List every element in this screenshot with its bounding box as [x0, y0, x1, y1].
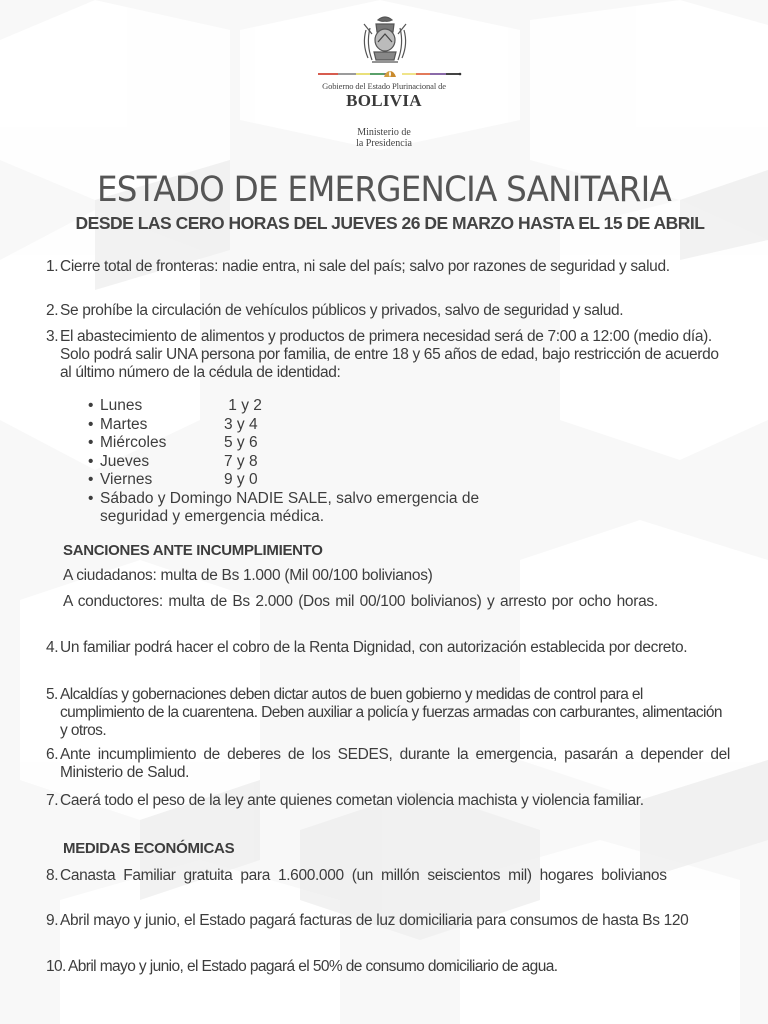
- bullet-icon: •: [88, 489, 94, 507]
- measure-item-4: 4. Un familiar podrá hacer el cobro de la Renta Dignidad, con autorización establecida por decreto.: [46, 639, 688, 656]
- sanction-drivers: A conductores: multa de Bs 2.000 (Dos mil 00/100 bolivianos) y arresto por ocho horas.: [63, 593, 658, 610]
- schedule-row: • Viernes 9 y 0: [88, 471, 258, 488]
- schedule-row: • Martes 3 y 4: [88, 415, 258, 433]
- page-title: ESTADO DE EMERGENCIA SANITARIA: [96, 170, 672, 210]
- measure-item-7: 7. Caerá todo el peso de la ley ante quienes cometan violencia machista y violencia familiar.: [46, 792, 644, 809]
- ministry-line-1: Ministerio de: [357, 127, 411, 138]
- bolivia-coat-of-arms-icon: [358, 12, 412, 68]
- bullet-icon: •: [88, 434, 94, 451]
- measure-item-2: 2. Se prohíbe la circulación de vehículos públicos y privados, salvo de seguridad y salud.: [46, 302, 624, 319]
- measure-item-8: 8. Canasta Familiar gratuita para 1.600.000 (un millón seiscientos mil) hogares bolivianos: [46, 867, 667, 884]
- bullet-icon: •: [88, 397, 94, 414]
- schedule-row: • Jueves 7 y 8: [88, 452, 258, 470]
- id-schedule-list: [88, 397, 548, 527]
- measure-item-1: 1. Cierre total de fronteras: nadie entra, ni sale del país; salvo por razones de seguridad y salud.: [46, 258, 670, 275]
- measure-item-3: 3. El abastecimiento de alimentos y productos de primera necesidad será de 7:00 a 12:00 (medio día). Solo podrá salir UNA persona por familia, de entre 18 y 65 años de edad, bajo restricción de acuerdo al último número de la cédula de identidad:: [46, 328, 719, 381]
- sanctions-heading: SANCIONES ANTE INCUMPLIMIENTO: [63, 542, 323, 559]
- measure-item-9: 9. Abril mayo y junio, el Estado pagará facturas de luz domiciliaria para consumos de hasta Bs 120: [46, 912, 689, 929]
- measure-item-5: 5. Alcaldías y gobernaciones deben dictar autos de buen gobierno y medidas de control para el cumplimiento de la cuarentena. Deben auxiliar a policía y fuerzas armadas con carburantes, alimentación y otros.: [46, 686, 722, 739]
- economic-measures-heading: MEDIDAS ECONÓMICAS: [63, 840, 235, 857]
- weekend-note-row: [88, 490, 548, 527]
- country-name: BOLIVIA: [346, 91, 422, 110]
- sanction-citizens: A ciudadanos: multa de Bs 1.000 (Mil 00/100 bolivianos): [63, 567, 433, 584]
- bullet-icon: •: [88, 415, 94, 433]
- ministry-line-2: la Presidencia: [356, 138, 412, 149]
- bullet-icon: •: [88, 452, 94, 470]
- government-label: Gobierno del Estado Plurinacional de: [322, 81, 446, 91]
- measure-item-10: 10. Abril mayo y junio, el Estado pagará el 50% de consumo domiciliario de agua.: [46, 958, 558, 975]
- weekend-note: Sábado y Domingo NADIE SALE, salvo emergencia de seguridad y emergencia médica.: [100, 489, 480, 525]
- header: [0, 0, 768, 160]
- flag-color-line: [318, 71, 462, 77]
- schedule-row: • Lunes 1 y 2: [88, 397, 262, 414]
- ministry-label: [300, 127, 468, 149]
- schedule-row: • Miércoles 5 y 6: [88, 434, 258, 451]
- measure-item-6: 6. Ante incumplimiento de deberes de los SEDES, durante la emergencia, pasarán a depender del Ministerio de Salud.: [46, 746, 730, 781]
- page-subtitle: DESDE LAS CERO HORAS DEL JUEVES 26 DE MARZO HASTA EL 15 DE ABRIL: [75, 213, 705, 233]
- bullet-icon: •: [88, 471, 94, 488]
